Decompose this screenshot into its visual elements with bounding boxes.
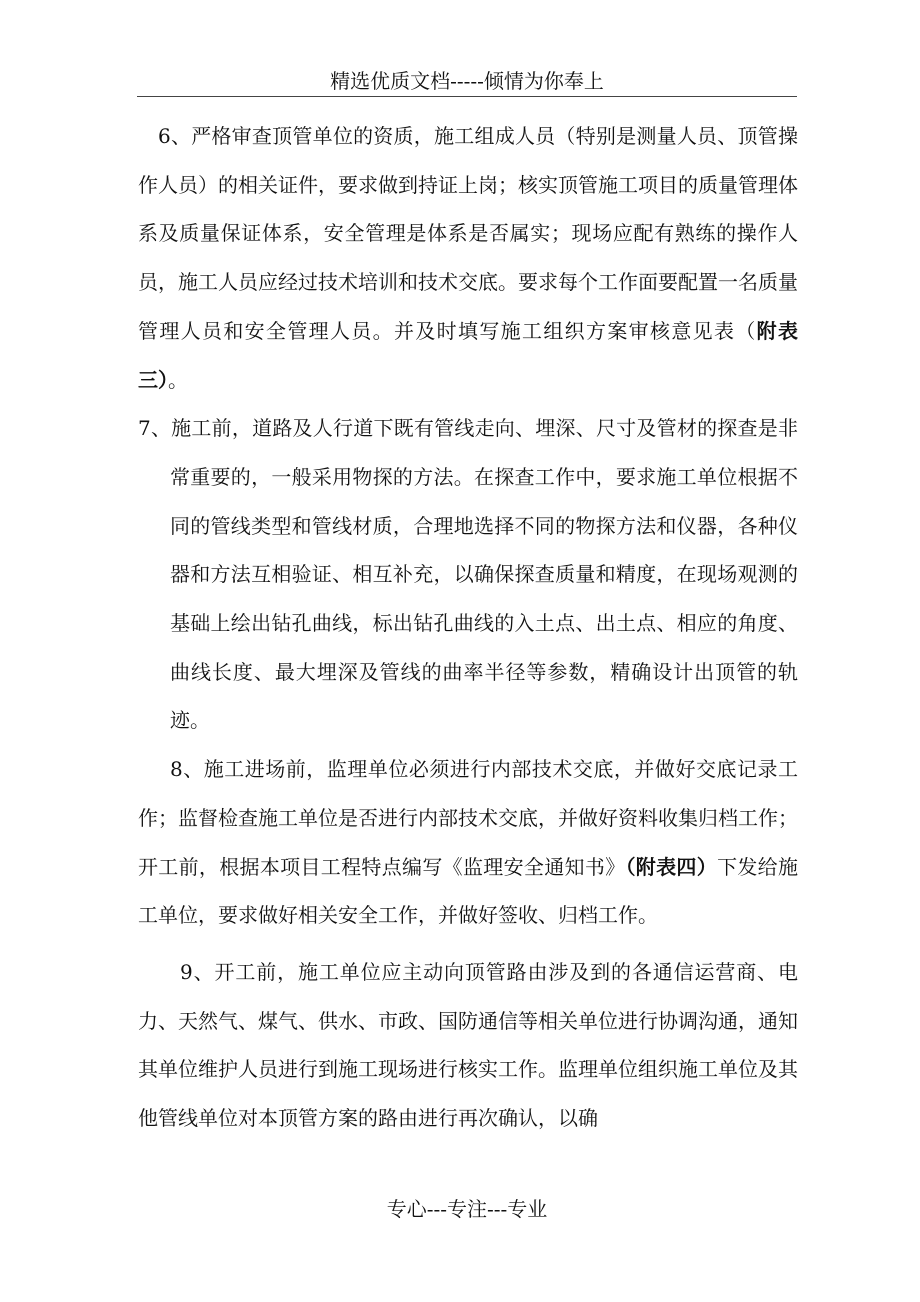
paragraph-6-appendix-ref: 附表三） (138, 318, 799, 392)
document-body (138, 112, 798, 1143)
paragraph-6 (138, 112, 798, 404)
paragraph-8-text: 8、施工进场前，监理单位必须进行内部技术交底，并做好交底记录工作；监督检查施工单位是否进行内部技术交底，并做好资料收集归档工作；开工前，根据本项目工程特点编写《监理安全通知书》 (138, 757, 798, 879)
paragraph-9-text: 9、开工前，施工单位应主动向顶管路由涉及到的各通信运营商、电力、天然气、煤气、供水、市政、国防通信等相关单位进行协调沟通，通知其单位维护人员进行到施工现场进行核实工作。监理单位组织施工单位及其他管线单位对本顶管方案的路由进行再次确认，以确 (138, 959, 798, 1131)
page-header: 精选优质文档-----倾情为你奉上 (330, 69, 604, 93)
paragraph-7 (138, 404, 798, 745)
paragraph-6-tail: 。 (168, 367, 188, 392)
header-divider (137, 96, 797, 97)
paragraph-8-appendix-ref: （附表四） (625, 854, 718, 879)
paragraph-8-tail: 下发给施工单位，要求做好相关安全工作，并做好签收、归档工作。 (138, 854, 798, 928)
paragraph-6-text: 6、严格审查顶管单位的资质，施工组成人员（特别是测量人员、顶管操作人员）的相关证件，要求做到持证上岗；核实顶管施工项目的质量管理体系及质量保证体系，安全管理是体系是否属实；现场应配有熟练的操作人员，施工人员应经过技术培训和技术交底。要求每个工作面要配置一名质量管理人员和安全管理人员。并及时填写施工组织方案审核意见表（ (138, 124, 798, 343)
page-footer: 专心---专注---专业 (386, 1197, 548, 1221)
paragraph-9 (138, 948, 798, 1143)
paragraph-7-text: 7、施工前，道路及人行道下既有管线走向、埋深、尺寸及管材的探查是非常重要的，一般采用物探的方法。在探查工作中，要求施工单位根据不同的管线类型和管线材质，合理地选择不同的物探方法和仪器，各种仪器和方法互相验证、相互补充，以确保探查质量和精度，在现场观测的基础上绘出钻孔曲线，标出钻孔曲线的入土点、出土点、相应的角度、曲线长度、最大埋深及管线的曲率半径等参数，精确设计出顶管的轨迹。 (138, 416, 798, 733)
paragraph-8 (138, 745, 798, 940)
